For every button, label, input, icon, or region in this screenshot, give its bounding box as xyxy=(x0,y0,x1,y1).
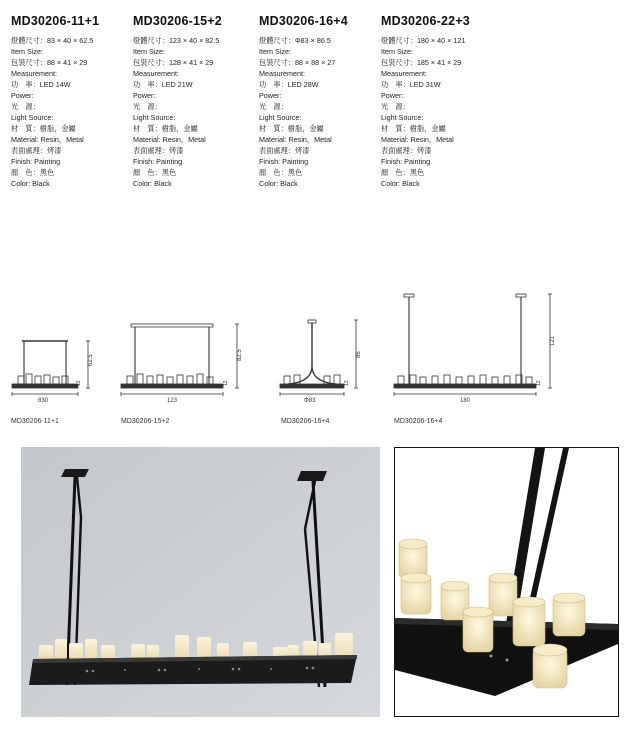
spec-line: Light Source: xyxy=(259,113,302,122)
model-code: MD30206-22+3 xyxy=(381,14,470,28)
spec-line: 表面處理：烤漆 xyxy=(11,146,62,155)
spec-line: Finish: Painting xyxy=(381,157,431,166)
spec-line: 光 源： xyxy=(259,102,288,111)
spec-line: Color: Black xyxy=(11,179,50,188)
drawing-md30206-11-1 xyxy=(8,286,104,406)
spec-line: 顏 色：黑色 xyxy=(381,168,425,177)
drawing-caption: MD30206-11+1 xyxy=(11,418,59,425)
spec-line: 燈體尺寸：Φ83 × 86.5 xyxy=(259,36,331,45)
dim-height: 121 xyxy=(550,335,556,346)
spec-line: 功 率：LED 28W xyxy=(259,80,319,89)
spec-line: 包裝尺寸：88 × 41 × 29 xyxy=(11,58,88,67)
spec-list xyxy=(381,35,503,189)
spec-line: Power: xyxy=(11,91,34,100)
dim-height: 86 xyxy=(356,351,362,358)
drawing-md30206-15-2 xyxy=(117,286,247,406)
spec-line: Finish: Painting xyxy=(11,157,61,166)
chandelier-drawing xyxy=(390,286,560,406)
spec-line: Measurement: xyxy=(259,69,305,78)
drawing-md30206-22-3 xyxy=(390,286,560,406)
spec-line: Color: Black xyxy=(259,179,298,188)
drawing-caption: MD30206-16+4 xyxy=(281,418,330,425)
spec-line: 表面處理：烤漆 xyxy=(133,146,184,155)
spec-line: 光 源： xyxy=(133,102,162,111)
spec-line: Material: Resin，Metal xyxy=(381,135,454,144)
dim-width: Φ83 xyxy=(304,398,316,404)
spec-line: 包裝尺寸：128 × 41 × 29 xyxy=(133,58,214,67)
product-photo-detail xyxy=(394,447,619,717)
spec-line: 顏 色：黑色 xyxy=(259,168,303,177)
spec-line: 功 率：LED 21W xyxy=(133,80,193,89)
spec-line: 功 率：LED 31W xyxy=(381,80,441,89)
drawing-caption: MD30206-15+2 xyxy=(121,418,170,425)
dim-height: 82.5 xyxy=(237,349,243,361)
drawing-md30206-16-4 xyxy=(276,286,366,406)
spec-line: 光 源： xyxy=(381,102,410,111)
spec-line: 光 源： xyxy=(11,102,40,111)
spec-line: Measurement: xyxy=(133,69,179,78)
spec-column-1 xyxy=(11,14,133,189)
chandelier-closeup xyxy=(395,448,618,716)
spec-line: 燈體尺寸：123 × 40 × 82.5 xyxy=(133,36,220,45)
dim-height: 62.5 xyxy=(88,354,94,366)
dim-base: 12 xyxy=(536,380,542,386)
spec-line: Material: Resin，Metal xyxy=(259,135,332,144)
model-code: MD30206-16+4 xyxy=(259,14,348,28)
chandelier-photo xyxy=(21,447,380,717)
chandelier-drawing xyxy=(276,286,366,406)
spec-column-3 xyxy=(259,14,381,189)
spec-line: 材 質：樹脂，金屬 xyxy=(11,124,76,133)
spec-line: Light Source: xyxy=(11,113,54,122)
spec-line: Light Source: xyxy=(381,113,424,122)
spec-line: 包裝尺寸：185 × 41 × 29 xyxy=(381,58,462,67)
dim-width: 830 xyxy=(38,398,49,404)
chandelier-drawing xyxy=(8,286,104,406)
spec-line: 顏 色：黑色 xyxy=(133,168,177,177)
model-code: MD30206-15+2 xyxy=(133,14,222,28)
spec-line: Finish: Painting xyxy=(259,157,309,166)
spec-list xyxy=(11,35,133,189)
spec-line: Power: xyxy=(259,91,282,100)
spec-line: 包裝尺寸：88 × 88 × 27 xyxy=(259,58,336,67)
spec-column-2 xyxy=(133,14,255,189)
drawing-caption: MD30206-16+4 xyxy=(394,418,443,425)
spec-line: Material: Resin，Metal xyxy=(11,135,84,144)
spec-line: Power: xyxy=(133,91,156,100)
spec-column-4 xyxy=(381,14,503,189)
dim-base: 12 xyxy=(76,380,82,386)
spec-line: 功 率：LED 14W xyxy=(11,80,71,89)
spec-line: Item Size: xyxy=(133,47,165,56)
spec-list xyxy=(259,35,381,189)
spec-line: 燈體尺寸：180 × 40 × 121 xyxy=(381,36,466,45)
spec-list xyxy=(133,35,255,189)
spec-line: 表面處理：烤漆 xyxy=(259,146,310,155)
spec-line: Color: Black xyxy=(133,179,172,188)
spec-line: Item Size: xyxy=(11,47,43,56)
model-code: MD30206-11+1 xyxy=(11,14,100,28)
spec-line: Measurement: xyxy=(11,69,57,78)
spec-line: 顏 色：黑色 xyxy=(11,168,55,177)
spec-line: Finish: Painting xyxy=(133,157,183,166)
dim-base: 12 xyxy=(223,380,229,386)
spec-line: 材 質：樹脂，金屬 xyxy=(259,124,324,133)
spec-line: 材 質：樹脂，金屬 xyxy=(133,124,198,133)
spec-line: Item Size: xyxy=(381,47,413,56)
spec-line: Measurement: xyxy=(381,69,427,78)
spec-line: 材 質：樹脂，金屬 xyxy=(381,124,446,133)
chandelier-drawing xyxy=(117,286,247,406)
spec-line: 表面處理：烤漆 xyxy=(381,146,432,155)
spec-line: 燈體尺寸：83 × 40 × 62.5 xyxy=(11,36,94,45)
spec-line: Light Source: xyxy=(133,113,176,122)
dim-base: 13 xyxy=(344,380,350,386)
dim-width: 180 xyxy=(460,398,471,404)
spec-line: Power: xyxy=(381,91,404,100)
spec-line: Material: Resin，Metal xyxy=(133,135,206,144)
dim-width: 123 xyxy=(167,398,178,404)
spec-line: Color: Black xyxy=(381,179,420,188)
spec-line: Item Size: xyxy=(259,47,291,56)
product-photo-full xyxy=(21,447,380,717)
